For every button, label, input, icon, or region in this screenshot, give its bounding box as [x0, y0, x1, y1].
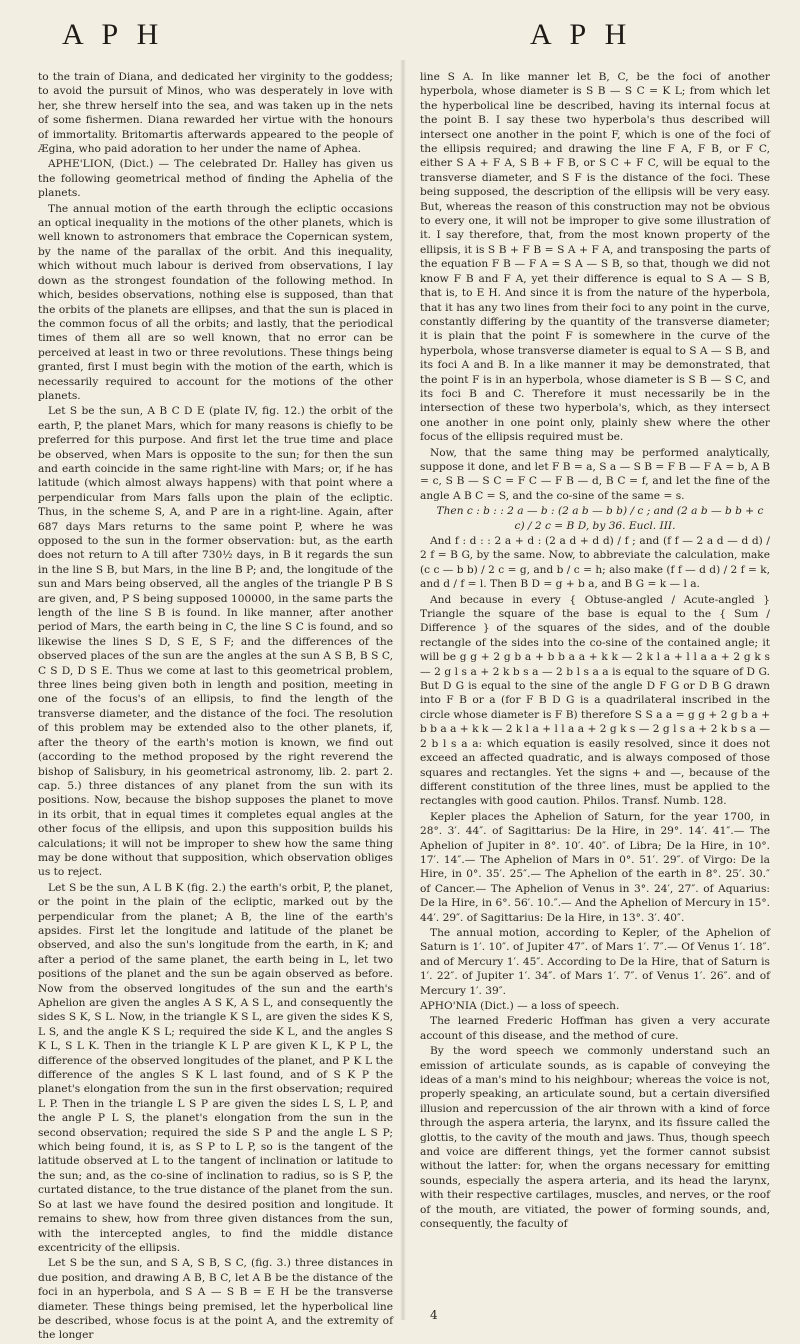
- paragraph-annual-motion-aphelion: The annual motion, according to Kepler, of the Aphelion of Saturn is 1′. 10″. of Jupiter 47″. of Mars 1′. 7″.— Of Venus 1′. 18″. and of Mercury 1′. 45″. According to De la Hire, that of Saturn is 1′. 22″. of Jupiter 1′. 34″. of Mars 1′. 7″. of Venus 1′. 26″. and of Mercury 1′. 39″.: [420, 926, 770, 997]
- page-gutter: [400, 60, 406, 1320]
- paragraph-analytic: Now, that the same thing may be performed analytically, suppose it done, and let F B = a, S a — S B = F B — F A = b, A B = c, S B — S C = F C — F B — d, B C = f, and let the fine of the angle A B C = S, and the co-sine of the same = s.: [420, 446, 770, 502]
- paragraph-aphelion-intro: APHE'LION, (Dict.) — The celebrated Dr. Halley has given us the following geometrical method of finding the Aphelia of the planets.: [38, 158, 393, 200]
- equation-bd: Then c : b : : 2 a — b : (2 a b — b b) / c ; and (2 a b — b b + c c) / 2 c = B D, by 36. Eucl. III.: [436, 505, 764, 532]
- entry-aphonia: APHO'NIA (Dict.) — a loss of speech.: [420, 1000, 620, 1012]
- paragraph-speech: By the word speech we commonly understand such an emission of articulate sounds, as is capable of conveying the ideas of a man's mind to his neighbour; whereas the voice is not, properly speaking, an articulate sound, but a certain diversified illusion and repercussion of the air thrown with a kind of force through the aspera arteria, the larynx, and its fissure called the glottis, to the cavity of the mouth and jaws. Thus, though speech and voice are different things, yet the former cannot subsist without the latter: for, when the organs necessary for emitting sounds, especially the aspera arteria, and its head the larynx, with their respective cartilages, muscles, and nerves, or the roof of the mouth, are vitiated, the power of forming sounds, and, consequently, the faculty of: [420, 1045, 770, 1231]
- paragraph-let-s-be-sun: Let S be the sun, A B C D E (plate IV, fig. 12.) the orbit of the earth, P, the planet Mars, which for many reasons is chiefly to be preferred for this purpose. And first let the true time and place be observed, when Mars is opposite to the sun; for then the sun and earth coincide in the same right-line with Mars; or, if he has latitude (which almost always happens) with that point where a perpendicular from Mars falls upon the plain of the ecliptic. Thus, in the scheme S, A, and P are in a right-line. Again, after 687 days Mars returns to the same point P, where he was opposed to the sun in the former observation: but, as the earth does not return to A till after 730½ days, in B it regards the sun in the line S B, but Mars, in the line B P; and, the longitude of the sun and Mars being observed, all the angles of the triangle P B S are given, and, P S being supposed 100000, in the same parts the length of the line S B is found. In like manner, after another period of Mars, the earth being in C, the line S C is found, and so likewise the lines S D, S E, S F; and the differences of the observed places of the sun are the angles at the sun A S B, B S C, C S D, D S E. Thus we come at last to this geometrical problem, three lines being given both in length and position, meeting in one of the focus's of an ellipsis, to find the length of the transverse diameter, and the distance of the foci. The resolution of this problem may be extended also to the other planets, if, after the theory of the earth's motion is known, we find out (according to the method proposed by the right reverend the bishop of Salisbury, in his geometrical astronomy, lib. 2. part 2. cap. 5.) three distances of any planet from the sun with its positions. Now, because the bishop supposes the planet to move in its orbit, that in equal times it completes equal angles at the other focus of the ellipsis, and upon this supposition builds his calculations; it will not be improper to shew how the same thing may be done without that supposition, which observation obliges us to reject.: [38, 405, 393, 879]
- paragraph-triangle-square: And because in every { Obtuse-angled / Acute-angled } Triangle the square of the base is equal to the { Sum / Difference } of the squares of the sides, and of the double rectangle of the sides into the co-sine of the contained angle; it will be g g + 2 g b a + b b a a + k k — 2 k l a + l l a a + 2 g k s — 2 g l s a + 2 k b s a — 2 b l s a a is equal to the square of D G. But D G is equal to the sine of the angle D F G or D B G drawn into F B or a (for F B D G is a quadrilateral inscribed in the circle whose diameter is F B) therefore S S a a = g g + 2 g b a + b b a a + k k — 2 k l a + l l a a + 2 g k s — 2 g l s a + 2 k b s a — 2 b l s a a: which equation is easily resolved, since it does not exceed an affected quadratic, and is always composed of those squares and rectangles. Yet the signs + and —, because of the different constitution of the three lines, must be applied to the rectangles with good caution. Philos. Transf. Numb. 128.: [420, 593, 770, 808]
- left-column: [38, 70, 393, 1344]
- paragraph-annual-motion: The annual motion of the earth through the ecliptic occasions an optical inequality in the motions of the other planets, which is well known to astronomers that embrace the Copernican system, by the name of the parallax of the orbit. And this inequality, which without much labour is derived from observations, I lay down as the strongest foundation of the following method. In which, besides observations, nothing else is supposed, than that the orbits of the planets are ellipses, and that the sun is placed in the common focus of all the orbits; and lastly, that the periodical times of them all are so well known, that no error can be perceived at least in two or three revolutions. These things being granted, first I must begin with the motion of the earth, which is necessarily required to account for the motions of the other planets.: [38, 202, 393, 402]
- paragraph-hyperbola: line S A. In like manner let B, C, be the foci of another hyperbola, whose diameter is S B — S C = K L; from which let the hyperbolical line be described, having its internal focus at the point B. I say these two hyperbola's thus described will intersect one another in the point F, which is one of the foci of the ellipsis required; and drawing the line F A, F B, or F C, either S A + F A, S B + F B, or S C + F C, will be equal to the transverse diameter, and S F is the distance of the foci. These being supposed, the description of the ellipsis will be very easy. But, whereas the reason of this construction may not be obvious to every one, it will not be improper to give some illustration of it. I say therefore, that, from the most known property of the ellipsis, it is S B + F B = S A + F A, and transposing the parts of the equation F B — F A = S A — S B, so that, though we did not know F B and F A, yet their difference is equal to S A — S B, that is, to E H. And since it is from the nature of the hyperbola, that it has any two lines from their foci to any point in the curve, constantly differing by the quantity of the transverse diameter; it is plain that the point F is somewhere in the curve of the hyperbola, whose transverse diameter is equal to S A — S B, and its foci A and B. In a like manner it may be demonstrated, that the point F is in an hyperbola, whose diameter is S B — S C, and its foci B and C. Therefore it must necessarily be in the intersection of these two hyperbola's, which, as they intersect one another in one point only, plainly shew where the other focus of the ellipsis required must be.: [420, 71, 770, 444]
- paragraph-britomartis: to the train of Diana, and dedicated her virginity to the goddess; to avoid the pursuit of Minos, who was desperately in love with her, she threw herself into the sea, and was taken up in the nets of some fishermen. Diana rewarded her virtue with the honours of immortality. Britomartis afterwards appeared to the people of Ægina, who paid adoration to her under the name of Aphea.: [38, 71, 393, 156]
- paragraph-bg: And f : d : : 2 a + d : (2 a d + d d) / f ; and (f f — 2 a d — d d) / 2 f = B G, by the same. Now, to abbreviate the calculation, make (c c — b b) / 2 c = g, and b / c = h; also make (f f — d d) / 2 f = k, and d / f = l. Then B D = g + b a, and B G = k — l a.: [420, 535, 770, 591]
- paragraph-three-distances: Let S be the sun, and S A, S B, S C, (fig. 3.) three distances in due position, and drawing A B, B C, let A B be the distance of the foci in an hyperbola, and S A — S B = E H be the transverse diameter. These things being premised, let the hyperbolical line be described, whose focus is at the point A, and the extremity of the longer: [38, 1257, 393, 1342]
- paragraph-earth-orbit: Let S be the sun, A L B K (fig. 2.) the earth's orbit, P, the planet, or the point in the plain of the ecliptic, marked out by the perpendicular from the planet; A B, the line of the earth's apsides. First let the longitude and latitude of the planet be observed, and also the sun's longitude from the earth, in K; and after a period of the same planet, the earth being in L, let two positions of the planet and the sun be again observed as before. Now from the observed longitudes of the sun and the earth's Aphelion are given the angles A S K, A S L, and consequently the sides S K, S L. Now, in the triangle K S L, are given the sides K S, L S, and the angle K S L; required the side K L, and the angles S K L, S L K. Then in the triangle K L P are given K L, K P L, the difference of the observed longitudes of the planet, and P K L the difference of the angles S K L last found, and of S K P the planet's elongation from the sun in the first observation; required L P. Then in the triangle L S P are given the sides L S, L P, and the angle P L S, the planet's elongation from the sun in the second observation; required the side S P and the angle L S P; which being found, it is, as S P to L P, so is the tangent of the latitude observed at L to the tangent of inclination or latitude to the sun; and, as the co-sine of inclination to radius, so is S P, the curtated distance, to the true distance of the planet from the sun. So at last we have found the desired position and longitude. It remains to shew, how from three given distances from the sun, with the intercepted angles, to find the middle distance excentricity of the ellipsis.: [38, 881, 393, 1254]
- running-head-left: A P H: [62, 18, 165, 51]
- paragraph-hoffman: The learned Frederic Hoffman has given a very accurate account of this disease, and the method of cure.: [420, 1015, 770, 1042]
- paragraph-kepler-places: Kepler places the Aphelion of Saturn, for the year 1700, in 28°. 3′. 44″. of Sagittarius: De la Hire, in 29°. 14′. 41″.— The Aphelion of Jupiter in 8°. 10′. 40″. of Libra; De la Hire, in 10°. 17′. 14″.— The Aphelion of Mars in 0°. 51′. 29″. of Virgo: De la Hire, in 0°. 35′. 25″.— The Aphelion of the earth in 8°. 25′. 30.″ of Cancer.— The Aphelion of Venus in 3°. 24′, 27″. of Aquarius: De la Hire, in 6°. 56′. 10.″.— And the Aphelion of Mercury in 15°. 44′. 29″. of Sagittarius: De la Hire, in 13°. 3′. 40″.: [420, 810, 770, 924]
- running-head-right: A P H: [530, 18, 633, 51]
- right-column: [420, 70, 770, 1233]
- signature-mark: 4: [430, 1308, 438, 1322]
